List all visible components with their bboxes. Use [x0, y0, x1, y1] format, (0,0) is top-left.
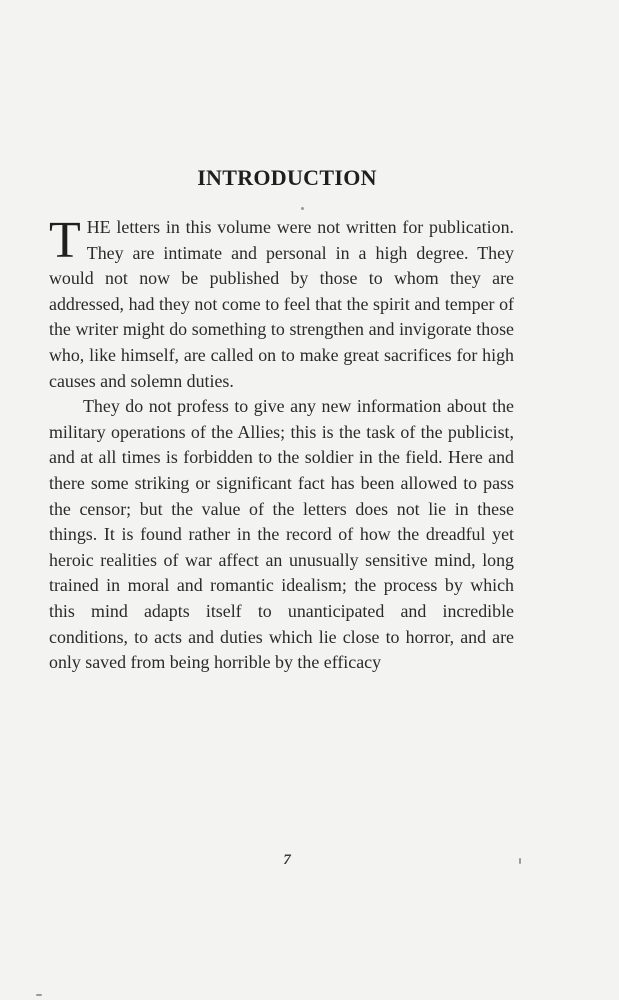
chapter-heading: INTRODUCTION	[197, 165, 377, 190]
page-number: 7	[283, 852, 291, 868]
scan-speck	[301, 207, 304, 210]
scan-speck	[36, 994, 42, 996]
paragraph-2: They do not profess to give any new information about the military operations of the Allies; this is the task of the publicist, and at all times is forbidden to the soldier in the field. Here and there some striking or significant fact has been allowed to pass the censor; but the value of the letters does not lie in these things. It is found rather in the record of how the dreadful yet heroic realities of war affect an unusually sensitive mind, long trained in moral and romantic idealism; the process by which this mind adapts itself to unanticipated and incredible conditions, to acts and duties which lie close to horror, and are only saved from being horrible by the efficacy	[49, 396, 514, 673]
body-text	[49, 212, 514, 676]
paragraph-1	[49, 212, 514, 394]
drop-cap: T	[49, 212, 81, 269]
scan-speck	[519, 858, 521, 864]
paragraph-1-text: HE letters in this volume were not written for publication. They are intimate and personal in a high degree. They would not now be published by those to whom they are addressed, had they not come to feel that the spirit and temper of the writer might do something to strengthen and invigorate those who, like himself, are called on to make great sacrifices for high causes and solemn duties.	[49, 217, 514, 391]
